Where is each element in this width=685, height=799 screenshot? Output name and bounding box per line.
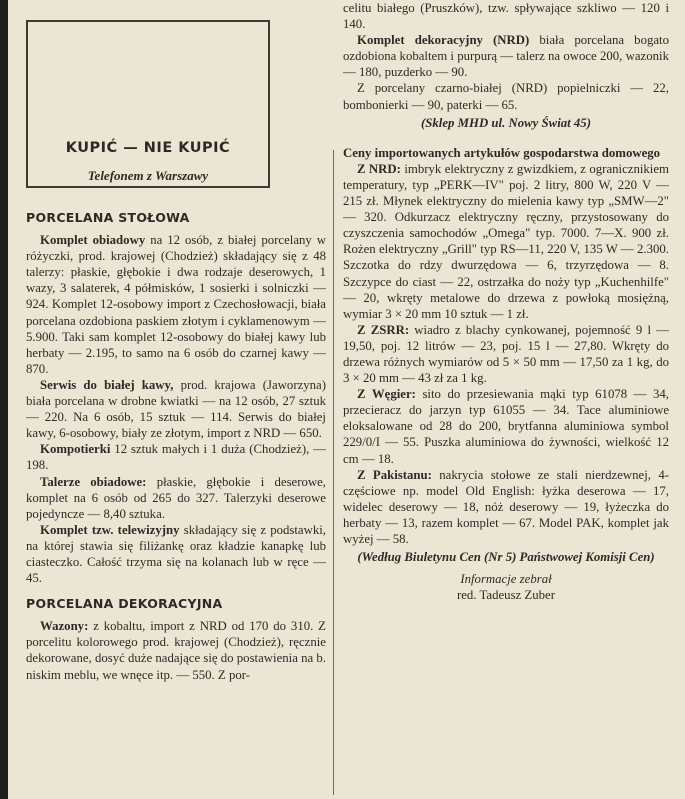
credit-line-1: Informacje zebrał <box>460 572 552 587</box>
lead-text: Z NRD: <box>357 161 401 176</box>
body-text: nakrycia stołowe ze stali nierdzewnej, 4-częściowe np. model Old English: łyżka deserowa — 17, widelec deserowy — 18, nóż deserowy — 19, łyżeczka do herbaty — 13, razem komplet — 67. Model PAK, komplet jak wyżej — 58. <box>343 467 669 546</box>
body-text: sito do przesiewania mąki typ 61078 — 34, przecieracz do jarzyn typ 61055 — 34. Tace aluminiowe eloksalowane od 28 do 200, brytfanna aluminiowa symbol 229/0/I — 55. Puszka aluminiowa do żywności, wielkość 12 cm — 18. <box>343 387 669 466</box>
section-heading-imported: Ceny importowanych artykułów gospodarstwa domowego <box>343 145 661 160</box>
lead-text: Z Węgier: <box>357 387 416 402</box>
section-title-decorative: PORCELANA DEKORACYJNA <box>26 596 223 612</box>
article-subtitle: Telefonem z Warszawy <box>87 168 209 183</box>
paragraph-compote-bowls <box>26 441 326 473</box>
title-box <box>26 20 270 188</box>
lead-text: Wazony: <box>40 619 89 634</box>
lead-text: Talerze obiadowe: <box>40 474 147 489</box>
paragraph-continuation: celitu białego (Pruszków), tzw. spływające szkliwo — 120 i 140. <box>343 1 669 32</box>
left-edge-bar <box>0 0 8 799</box>
source-note-bulletin: (Według Biuletynu Cen (Nr 5) Państwowej Komisji Cen) <box>357 550 655 565</box>
body-text: 12 sztuk małych i 1 duża (Chodzież), — 198. <box>26 442 326 473</box>
body-text: biała porcelana bogato ozdobiona kobaltem i purpurą — talerz na owoce 200, wazonik — 180, puzderko — 90. <box>343 33 669 80</box>
lead-text: Komplet obiadowy <box>40 233 146 248</box>
paragraph-dinner-set <box>26 232 326 377</box>
body-text: płaskie, głębokie i deserowe, komplet na 6 osób od 265 do 327. Talerzyki deserowe pojedyncze — 8,40 sztuka. <box>26 474 326 521</box>
source-note-shop: (Sklep MHD ul. Nowy Świat 45) <box>421 115 591 130</box>
lead-text: Komplet tzw. telewizyjny <box>40 522 180 537</box>
body-text: na 12 osób, z białej porcelany w różyczki, prod. krajowej (Chodzież) składający się z 48 talerzy: płaskie, głębokie i dwa rodzaje deserowych, 1 wazy, 3 salaterek, 4 półmisków, 1 sosierki i solniczki — 924. Komplet 12-osobowy import z Czechosłowacji, biała porcelana ozdobiona paskiem złotym i cyklamenowym — 5.900. Taki sam komplet 12-osobowy do białej kawy lub herbaty — 2.195, to samo na 6 osób do czarnej kawy — 870. <box>26 233 326 376</box>
paragraph-black-white: Z porcelany czarno-białej (NRD) popielniczki — 22, bombonierki — 90, paterki — 65. <box>343 81 669 112</box>
body-text: składający się z podstawki, na której stawia się filiżankę oraz kładzie kanapkę lub ciasteczko. Całość trzyma się na kolanach lub w ręce — 45. <box>26 522 326 586</box>
body-text: imbryk elektryczny z gwizdkiem, z ogranicznikiem temperatury, typ „PERK—IV" poj. 2 litry, 800 W, 220 V — 215 zł. Młynek elektryczny do mielenia kawy typ „SMW—2" — 320. Odkurzacz elektryczny ręczny, przystosowany do czyszczenia samochodów „Omega" typ. 7000. 7—X. 900 zł. Rożen elektryczny „Grill" typ RS—11, 220 V, 135 W — 2.300. Szczotka do rdzy dwurzędowa — 6, trzyrzędowa — 8. Szczypce do ciast — 22, ostrzałka do noży typ „Kuchenhilfe" — 20, wkręty metalowe do drzewa z powłoką mosiężną, wymiar 3 × 20 mm 10 sztuk — 1 zł. <box>343 161 669 321</box>
credit-line-2: red. Tadeusz Zuber <box>456 588 555 603</box>
paragraph-from-gdr <box>343 161 669 322</box>
paragraph-from-hungary <box>343 386 669 466</box>
article-headline: KUPIĆ — NIE KUPIĆ <box>65 140 231 156</box>
paragraph-from-ussr <box>343 322 669 386</box>
paragraph-decor-set <box>343 32 669 80</box>
paragraph-from-pakistan <box>343 467 669 547</box>
section-title-tableware: PORCELANA STOŁOWA <box>26 210 190 225</box>
paragraph-coffee-set <box>26 377 326 441</box>
left-column <box>26 205 326 795</box>
paragraph-dinner-plates <box>26 474 326 522</box>
lead-text: Komplet dekoracyjny (NRD) <box>357 33 530 48</box>
column-divider <box>333 150 334 795</box>
lead-text: Z ZSRR: <box>357 322 410 337</box>
paragraph-vases <box>26 618 326 682</box>
lead-text: Kompotierki <box>40 442 111 457</box>
lead-text: Z Pakistanu: <box>357 467 432 482</box>
paragraph-tv-set <box>26 522 326 586</box>
body-text: wiadro z blachy cynkowanej, pojemność 9 l — 19,50, poj. 12 litrów — 23, poj. 15 l — 27,80. Wkręty do drzewa różnych wymiarów od 5 × 50 mm — 17,50 za 1 kg, do 3 × 20 mm — 43 zł za 1 kg. <box>343 322 669 386</box>
body-text: z kobaltu, import z NRD od 170 do 310. Z porcelitu kolorowego prod. krajowej (Chodzież), ręcznie dekorowane, dosyć duże nadające się do postawienia na b. niskim meblu, we wnęce itp. — 550. Z por- <box>26 619 326 682</box>
body-text: prod. krajowa (Jaworzyna) biała porcelana w drobne kwiatki — na 12 osób, 27 sztuk — 220. Na 6 osób, 15 sztuk — 114. Serwis do białej kawy, 6-osobowy, biały ze złotym, import z NRD — 650. <box>26 377 326 441</box>
lead-text: Serwis do białej kawy, <box>40 377 174 392</box>
right-column <box>343 0 669 795</box>
